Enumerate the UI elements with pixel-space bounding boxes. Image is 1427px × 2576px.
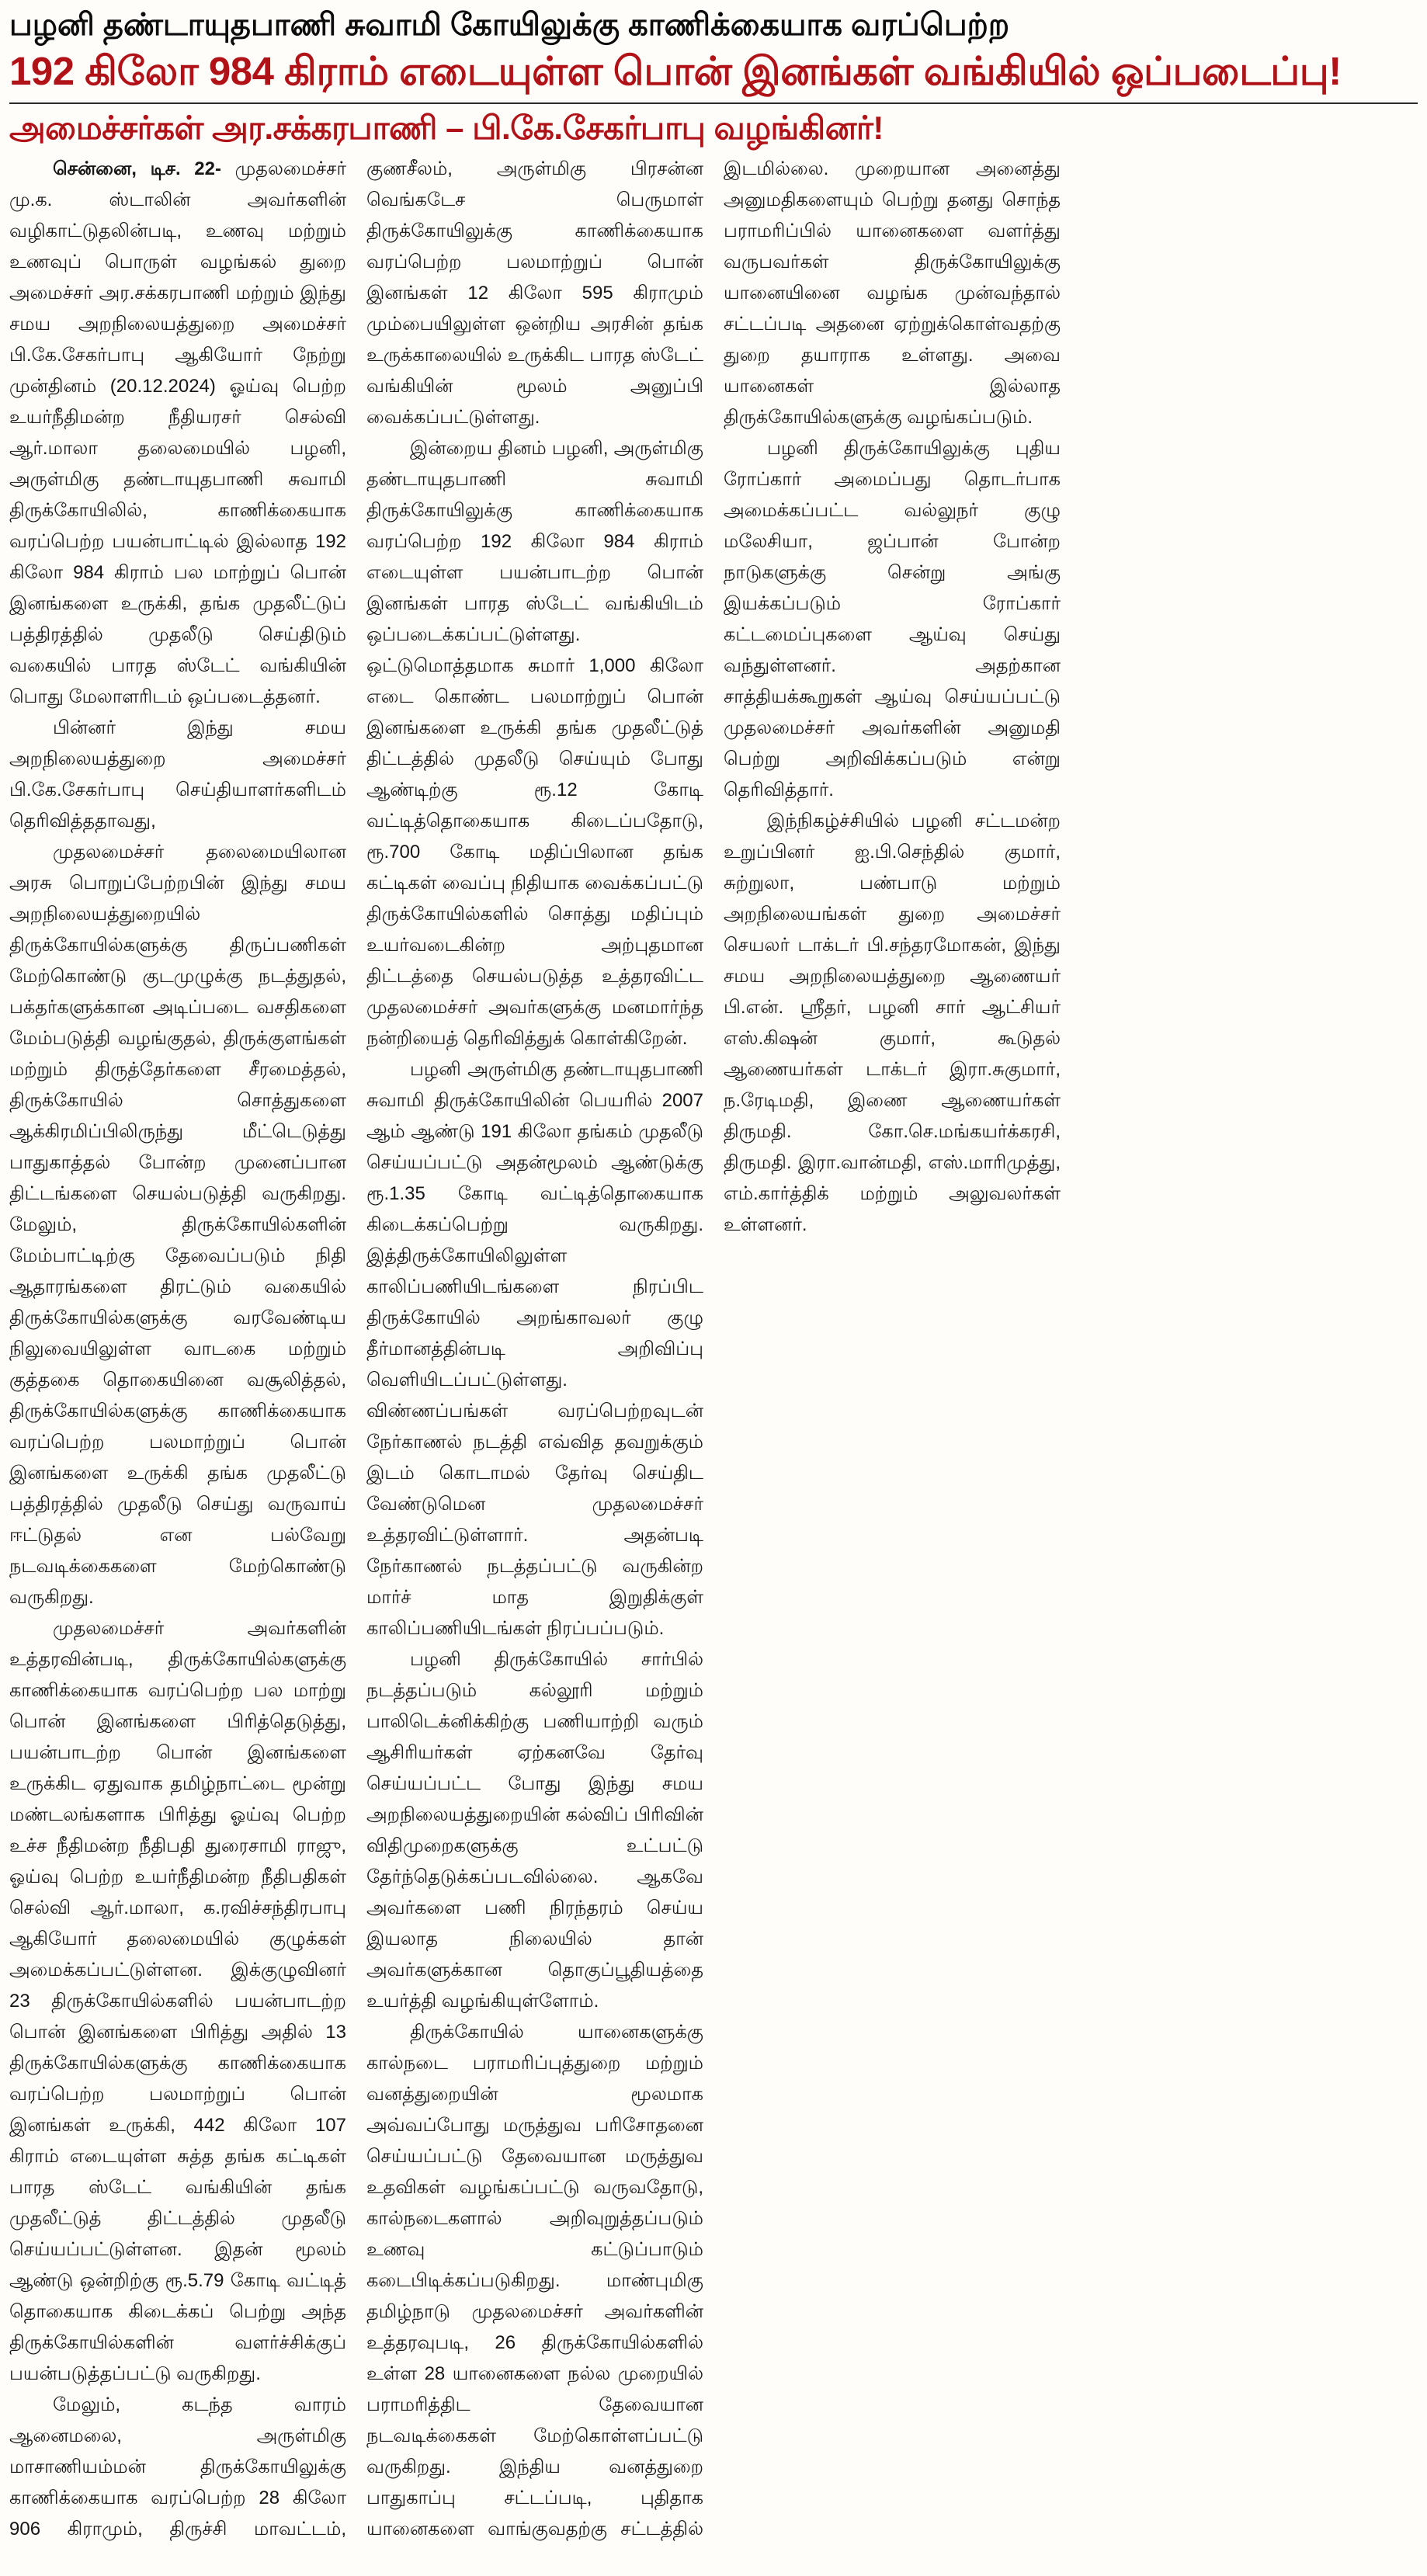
article-body [9,154,1418,2553]
article-paragraph: மேலும், கடந்த வாரம் ஆனைமலை, அருள்மிகு மாசாணியம்மன் திருக்கோயிலுக்கு காணிக்கையாக வரப்பெற்ற 28 கிலோ 906 கிராமும், திருச்சி மாவட்டம், குணசீலம், அருள்மிகு பிரசன்ன வெங்கடேச பெருமாள் திருக்கோயிலுக்கு காணிக்கையாக வரப்பெற்ற பலமாற்றுப் பொன் இனங்கள் 12 கிலோ 595 கிராமும் மும்பையிலுள்ள ஒன்றிய அரசின் தங்க உருக்காலையில் உருக்கிட பாரத ஸ்டேட் வங்கியின் மூலம் அனுப்பி வைக்கப்பட்டுள்ளது. [9,158,703,2540]
headline-main: 192 கிலோ 984 கிராம் எடையுள்ள பொன் இனங்கள் வங்கியில் ஒப்படைப்பு! [9,47,1418,104]
article-paragraph: இன்றைய தினம் பழனி, அருள்மிகு தண்டாயுதபாணி சுவாமி திருக்கோயிலுக்கு காணிக்கையாக வரப்பெற்ற 192 கிலோ 984 கிராம் எடையுள்ள பயன்பாடற்ற பொன் இனங்கள் பாரத ஸ்டேட் வங்கியிடம் ஒப்படைக்கப்பட்டுள்ளது. ஒட்டுமொத்தமாக சுமார் 1,000 கிலோ எடை கொண்ட பலமாற்றுப் பொன் இனங்களை உருக்கி தங்க முதலீட்டுத் திட்டத்தில் முதலீடு செய்யும் போது ஆண்டிற்கு ரூ.12 கோடி வட்டித்தொகையாக கிடைப்பதோடு, ரூ.700 கோடி மதிப்பிலான தங்க கட்டிகள் வைப்பு நிதியாக வைக்கப்பட்டு திருக்கோயில்களில் சொத்து மதிப்பும் உயர்வடைகின்ற அற்புதமான திட்டத்தை செயல்படுத்த உத்தரவிட்ட முதலமைச்சர் அவர்களுக்கு மனமார்ந்த நன்றியைத் தெரிவித்துக் கொள்கிறேன். [366,438,703,1050]
dateline: சென்னை, டிச. 22- [53,158,235,180]
article-paragraph: முதலமைச்சர் தலைமையிலான அரசு பொறுப்பேற்றபின் இந்து சமய அறநிலையத்துறையில் திருக்கோயில்களுக்கு திருப்பணிகள் மேற்கொண்டு குடமுழுக்கு நடத்துதல், பக்தர்களுக்கான அடிப்படை வசதிகளை மேம்படுத்தி வழங்குதல், திருக்குளங்கள் மற்றும் திருத்தேர்களை சீரமைத்தல், திருக்கோயில் சொத்துகளை ஆக்கிரமிப்பிலிருந்து மீட்டெடுத்து பாதுகாத்தல் போன்ற முனைப்பான திட்டங்களை செயல்படுத்தி வருகிறது. மேலும், திருக்கோயில்களின் மேம்பாட்டிற்கு தேவைப்படும் நிதி ஆதாரங்களை திரட்டும் வகையில் திருக்கோயில்களுக்கு வரவேண்டிய நிலுவையிலுள்ள வாடகை மற்றும் குத்தகை தொகையினை வசூலித்தல், திருக்கோயில்களுக்கு காணிக்கையாக வரப்பெற்ற பலமாற்றுப் பொன் இனங்களை உருக்கி தங்க முதலீட்டு பத்திரத்தில் முதலீடு செய்து வருவாய் ஈட்டுதல் என பல்வேறு நடவடிக்கைகளை மேற்கொண்டு வருகிறது. [9,842,346,1609]
article-paragraph: திருக்கோயில் யானைகளுக்கு கால்நடை பராமரிப்புத்துறை மற்றும் வனத்துறையின் மூலமாக அவ்வப்போது மருத்துவ பரிசோதனை செய்யப்பட்டு தேவையான மருத்துவ உதவிகள் வழங்கப்பட்டு வருவதோடு, கால்நடைகளால் அறிவுறுத்தப்படும் உணவு கட்டுப்பாடும் கடைபிடிக்கப்படுகிறது. மாண்புமிகு தமிழ்நாடு முதலமைச்சர் அவர்களின் உத்தரவுபடி, 26 திருக்கோயில்களில் உள்ள 28 யானைகளை நல்ல முறையில் பராமரித்திட தேவையான நடவடிக்கைகள் மேற்கொள்ளப்பட்டு வருகிறது. இந்திய வனத்துறை பாதுகாப்பு சட்டப்படி, புதிதாக யானைகளை வாங்குவதற்கு சட்டத்தில் இடமில்லை. முறையான அனைத்து அனுமதிகளையும் பெற்று தனது சொந்த பராமரிப்பில் யானைகளை வளர்த்து வருபவர்கள் திருக்கோயிலுக்கு யானையினை வழங்க முன்வந்தால் சட்டப்படி அதனை ஏற்றுக்கொள்வதற்கு துறை தயாராக உள்ளது. அவை யானைகள் இல்லாத திருக்கோயில்களுக்கு வழங்கப்படும். [366,158,1061,2540]
article-paragraph: இந்நிகழ்ச்சியில் பழனி சட்டமன்ற உறுப்பினர் ஐ.பி.செந்தில் குமார், சுற்றுலா, பண்பாடு மற்றும் அறநிலையங்கள் துறை அமைச்சர் செயலர் டாக்டர் பி.சந்தரமோகன், இந்து சமய அறநிலையத்துறை ஆணையர் பி.என். ஸ்ரீதர், பழனி சார் ஆட்சியர் எஸ்.கிஷன் குமார், கூடுதல் ஆணையர்கள் டாக்டர் இரா.சுகுமார், ந.ரேடிமதி, இணை ஆணையர்கள் திருமதி. கோ.செ.மங்கயர்க்கரசி, திருமதி. இரா.வான்மதி, எஸ்.மாரிமுத்து, எம்.கார்த்திக் மற்றும் அலுவலர்கள் உள்ளனர். [724,811,1061,1236]
article-paragraph: முதலமைச்சர் அவர்களின் உத்தரவின்படி, திருக்கோயில்களுக்கு காணிக்கையாக வரப்பெற்ற பல மாற்று பொன் இனங்களை பிரித்தெடுத்து, பயன்பாடற்ற பொன் இனங்களை உருக்கிட ஏதுவாக தமிழ்நாட்டை மூன்று மண்டலங்களாக பிரித்து ஓய்வு பெற்ற உச்ச நீதிமன்ற நீதிபதி துரைசாமி ராஜு, ஓய்வு பெற்ற உயர்நீதிமன்ற நீதிபதிகள் செல்வி ஆர்.மாலா, க.ரவிச்சந்திரபாபு ஆகியோர் தலைமையில் குழுக்கள் அமைக்கப்பட்டுள்ளன. இக்குழுவினர் 23 திருக்கோயில்களில் பயன்பாடற்ற பொன் இனங்களை பிரித்து அதில் 13 திருக்கோயில்களுக்கு காணிக்கையாக வரப்பெற்ற பலமாற்றுப் பொன் இனங்கள் உருக்கி, 442 கிலோ 107 கிராம் எடையுள்ள சுத்த தங்க கட்டிகள் பாரத ஸ்டேட் வங்கியின் தங்க முதலீட்டுத் திட்டத்தில் முதலீடு செய்யப்பட்டுள்ளன. இதன் மூலம் ஆண்டு ஒன்றிற்கு ரூ.5.79 கோடி வட்டித் தொகையாக கிடைக்கப் பெற்று அந்த திருக்கோயில்களின் வளர்ச்சிக்குப் பயன்படுத்தப்பட்டு வருகிறது. [9,1618,346,2385]
headline-sub: அமைச்சர்கள் அர.சக்கரபாணி – பி.கே.சேகர்பாபு வழங்கினர்! [9,109,884,146]
article-paragraph: பழனி திருக்கோயில் சார்பில் நடத்தப்படும் கல்லூரி மற்றும் பாலிடெக்னிக்கிற்கு பணியாற்றி வரும் ஆசிரியர்கள் ஏற்கனவே தேர்வு செய்யப்பட்ட போது இந்து சமய அறநிலையத்துறையின் கல்விப் பிரிவின் விதிமுறைகளுக்கு உட்பட்டு தேர்ந்தெடுக்கப்படவில்லை. ஆகவே அவர்களை பணி நிரந்தரம் செய்ய இயலாத நிலையில் தான் அவர்களுக்கான தொகுப்பூதியத்தை உயர்த்தி வழங்கியுள்ளோம். [366,1649,703,2012]
article-paragraph: பழனி அருள்மிகு தண்டாயுதபாணி சுவாமி திருக்கோயிலின் பெயரில் 2007 ஆம் ஆண்டு 191 கிலோ தங்கம் முதலீடு செய்யப்பட்டு அதன்மூலம் ஆண்டுக்கு ரூ.1.35 கோடி வட்டித்தொகையாக கிடைக்கப்பெற்று வருகிறது. இத்திருக்கோயிலிலுள்ள காலிப்பணியிடங்களை நிரப்பிட திருக்கோயில் அறங்காவலர் குழு தீர்மானத்தின்படி அறிவிப்பு வெளியிடப்பட்டுள்ளது. விண்ணப்பங்கள் வரப்பெற்றவுடன் நேர்காணல் நடத்தி எவ்வித தவறுக்கும் இடம் கொடாமல் தேர்வு செய்திட வேண்டுமென முதலமைச்சர் உத்தரவிட்டுள்ளார். அதன்படி நேர்காணல் நடத்தப்பட்டு வருகின்ற மார்ச் மாத இறுதிக்குள் காலிப்பணியிடங்கள் நிரப்பப்படும். [366,1059,703,1640]
article-paragraph: பின்னர் இந்து சமய அறநிலையத்துறை அமைச்சர் பி.கே.சேகர்பாபு செய்தியாளர்களிடம் தெரிவித்ததாவது, [9,717,346,832]
article-paragraph: பழனி திருக்கோயிலுக்கு புதிய ரோப்கார் அமைப்பது தொடர்பாக அமைக்கப்பட்ட வல்லுநர் குழு மலேசியா, ஜப்பான் போன்ற நாடுகளுக்கு சென்று அங்கு இயக்கப்படும் ரோப்கார் கட்டமைப்புகளை ஆய்வு செய்து வந்துள்ளனர். அதற்கான சாத்தியக்கூறுகள் ஆய்வு செய்யப்பட்டு முதலமைச்சர் அவர்களின் அனுமதி பெற்று அறிவிக்கப்படும் என்று தெரிவித்தார். [724,438,1061,801]
article-paragraph: சென்னை, டிச. 22- முதலமைச்சர் மு.க. ஸ்டாலின் அவர்களின் வழிகாட்டுதலின்படி, உணவு மற்றும் உணவுப் பொருள் வழங்கல் துறை அமைச்சர் அர.சக்கரபாணி மற்றும் இந்து சமய அறநிலையத்துறை அமைச்சர் பி.கே.சேகர்பாபு ஆகியோர் நேற்று முன்தினம் (20.12.2024) ஓய்வு பெற்ற உயர்நீதிமன்ற நீதியரசர் செல்வி ஆர்.மாலா தலைமையில் பழனி, அருள்மிகு தண்டாயுதபாணி சுவாமி திருக்கோயிலில், காணிக்கையாக வரப்பெற்ற பயன்பாட்டில் இல்லாத 192 கிலோ 984 கிராம் பல மாற்றுப் பொன் இனங்களை உருக்கி, தங்க முதலீட்டுப் பத்திரத்தில் முதலீடு செய்திடும் வகையில் பாரத ஸ்டேட் வங்கியின் பொது மேலாளரிடம் ஒப்படைத்தனர். [9,158,346,708]
headline-kicker: பழனி தண்டாயுதபாணி சுவாமி கோயிலுக்கு காணிக்கையாக வரப்பெற்ற [9,8,1010,42]
